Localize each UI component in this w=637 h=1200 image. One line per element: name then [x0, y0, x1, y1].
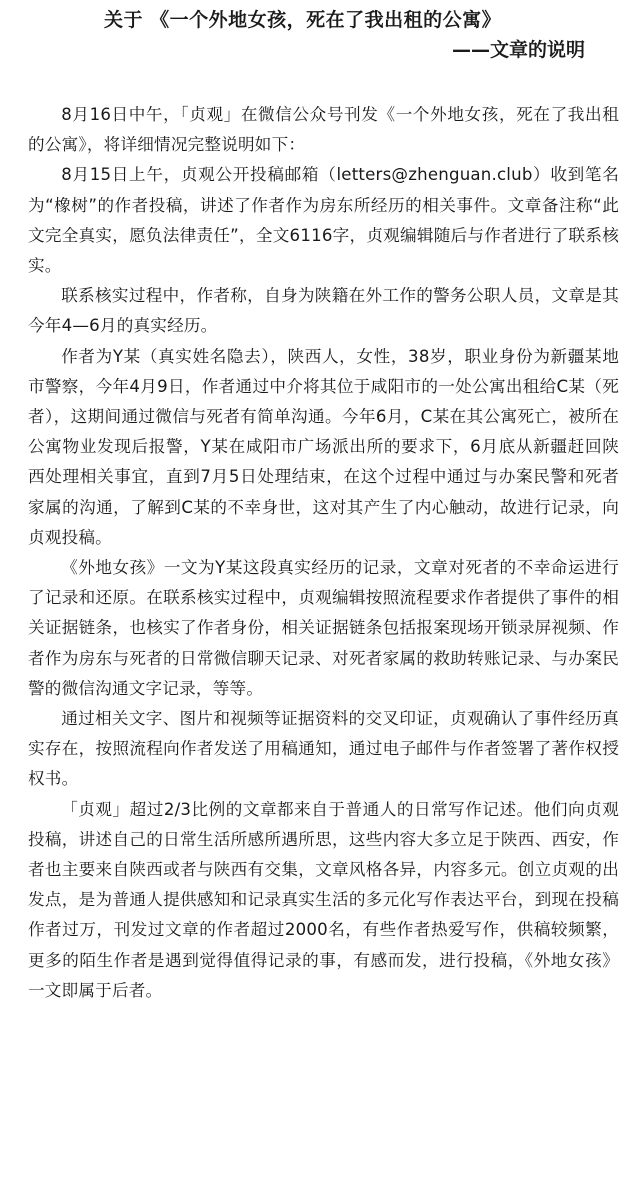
paragraph: 8月16日中午，「贞观」在微信公众号刊发《一个外地女孩，死在了我出租的公寓》，将详细情况完整说明如下： — [28, 105, 619, 155]
document-body — [28, 100, 619, 1006]
paragraph: 联系核实过程中，作者称，自身为陕籍在外工作的警务公职人员，文章是其今年4—6月的真实经历。 — [28, 286, 619, 336]
paragraph: 通过相关文字、图片和视频等证据资料的交叉印证，贞观确认了事件经历真实存在，按照流程向作者发送了用稿通知，通过电子邮件与作者签署了著作权授权书。 — [28, 709, 619, 789]
paragraph: 「贞观」超过2/3比例的文章都来自于普通人的日常写作记述。他们向贞观投稿，讲述自己的日常生活所感所遇所思，这些内容大多立足于陕西、西安，作者也主要来自陕西或者与陕西有交集，文章风格各异，内容多元。创立贞观的出发点，是为普通人提供感知和记录真实生活的多元化写作表达平台，到现在投稿作者过万，刊发过文章的作者超过2000名，有些作者热爱写作，供稿较频繁，更多的陌生作者是遇到觉得值得记录的事，有感而发，进行投稿，《外地女孩》一文即属于后者。 — [28, 799, 619, 1000]
document-subtitle: ——文章的说明 — [451, 39, 585, 61]
document-title: 关于 《一个外地女孩，死在了我出租的公寓》 — [104, 9, 502, 31]
paragraph: 作者为Y某（真实姓名隐去），陕西人，女性，38岁，职业身份为新疆某地市警察，今年4月9日，作者通过中介将其位于咸阳市的一处公寓出租给C某（死者），这期间通过微信与死者有简单沟通。今年6月，C某在其公寓死亡，被所在公寓物业发现后报警，Y某在咸阳市广场派出所的要求下，6月底从新疆赶回陕西处理相关事宜，直到7月5日处理结束，在这个过程中通过与办案民警和死者家属的沟通，了解到C某的不幸身世，这对其产生了内心触动，故进行记录，向贞观投稿。 — [28, 346, 619, 547]
paragraph: 《外地女孩》一文为Y某这段真实经历的记录，文章对死者的不幸命运进行了记录和还原。在联系核实过程中，贞观编辑按照流程要求作者提供了事件的相关证据链条，也核实了作者身份，相关证据链条包括报案现场开锁录屏视频、作者作为房东与死者的日常微信聊天记录、对死者家属的救助转账记录、与办案民警的微信沟通文字记录，等等。 — [28, 558, 619, 698]
paragraph: 8月15日上午，贞观公开投稿邮箱（letters@zhenguan.club）收到笔名为“橡树”的作者投稿，讲述了作者作为房东所经历的相关事件。文章备注称“此文完全真实，愿负法律责任”，全文6116字，贞观编辑随后与作者进行了联系核实。 — [28, 165, 619, 276]
